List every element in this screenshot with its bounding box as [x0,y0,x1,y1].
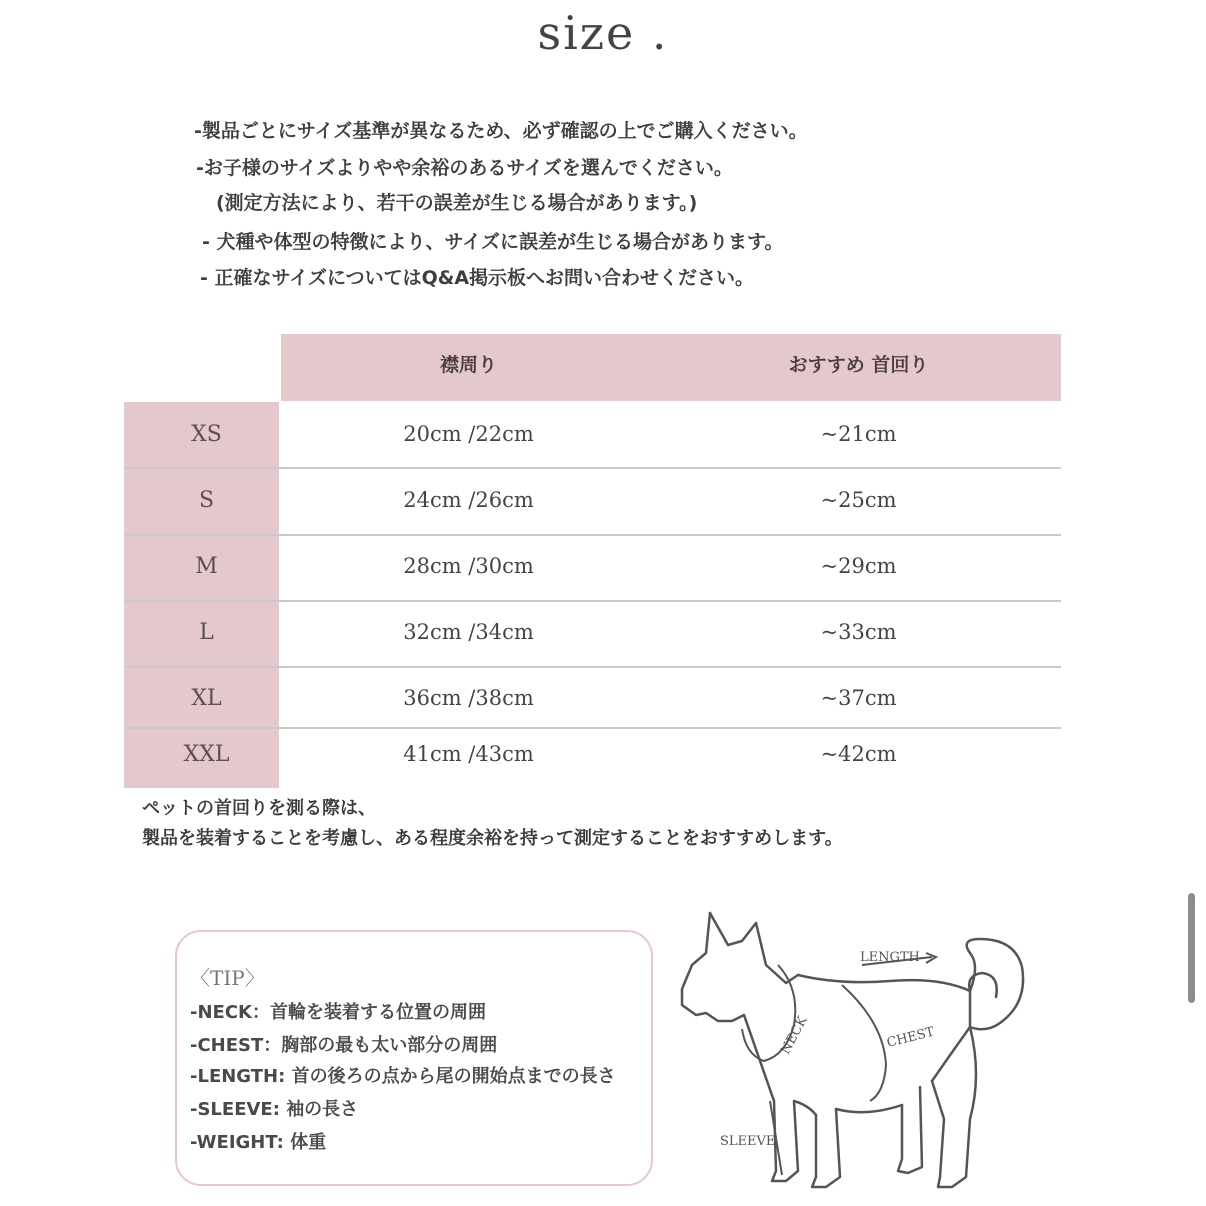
tip-item: -CHEST：胸部の最も太い部分の周囲 [190,1035,498,1056]
size-label: XL [191,686,222,711]
measurement-note-line: ペットの首回りを測る際は、 [142,798,376,819]
neck-value: ~42cm [820,742,897,766]
tip-item: -SLEEVE: 袖の長さ [190,1099,359,1120]
collar-value: 41cm /43cm [403,742,534,766]
neck-label: NECK [778,1014,811,1057]
row-divider [124,727,1061,729]
tip-title: 〈TIP〉 [190,966,265,990]
row-divider [124,666,1061,668]
size-label: M [195,554,218,579]
size-column [124,402,279,788]
tip-item: -LENGTH: 首の後ろの点から尾の開始点までの長さ [190,1066,616,1087]
size-label: XXL [183,742,230,767]
size-table [124,334,1061,788]
note-item: (測定方法により、若干の誤差が生じる場合があります。) [216,192,698,214]
collar-value: 32cm /34cm [403,620,534,644]
row-divider [124,600,1061,602]
header-collar: 襟周り [439,354,497,376]
length-label: LENGTH [860,950,920,965]
note-item: - 正確なサイズについてはQ&A掲示板へお問い合わせください。 [200,267,755,289]
measurement-note [142,794,843,854]
neck-value: ~33cm [820,620,897,644]
measurement-note-line: 製品を装着することを考慮し、ある程度余裕を持って測定することをおすすめします。 [142,828,843,849]
row-divider [124,534,1061,536]
chest-arrow [842,985,886,1101]
page-title: size . [537,6,669,60]
size-label: XS [191,422,222,447]
dog-measurement-diagram [670,905,1050,1201]
note-item: -お子様のサイズよりやや余裕のあるサイズを選んでください。 [196,157,733,179]
note-item: -製品ごとにサイズ基準が異なるため、必ず確認の上でご購入ください。 [194,120,808,142]
header-neck: おすすめ 首回り [788,354,929,376]
tip-item: -WEIGHT: 体重 [190,1132,327,1153]
neck-value: ~25cm [820,488,897,512]
note-item: - 犬種や体型の特徴により、サイズに誤差が生じる場合があります。 [202,231,784,253]
collar-value: 24cm /26cm [403,488,534,512]
collar-value: 36cm /38cm [403,686,534,710]
neck-value: ~29cm [820,554,897,578]
collar-value: 28cm /30cm [403,554,534,578]
size-label: L [199,620,214,645]
neck-value: ~21cm [820,422,897,446]
row-divider [124,467,1061,469]
collar-value: 20cm /22cm [403,422,534,446]
chest-label: CHEST [885,1024,936,1051]
tip-item: -NECK：首輪を装着する位置の周囲 [190,1002,486,1023]
neck-value: ~37cm [820,686,897,710]
vertical-scrollbar[interactable] [1188,893,1195,1003]
size-label: S [198,488,215,513]
sleeve-label: SLEEVE [720,1134,776,1149]
